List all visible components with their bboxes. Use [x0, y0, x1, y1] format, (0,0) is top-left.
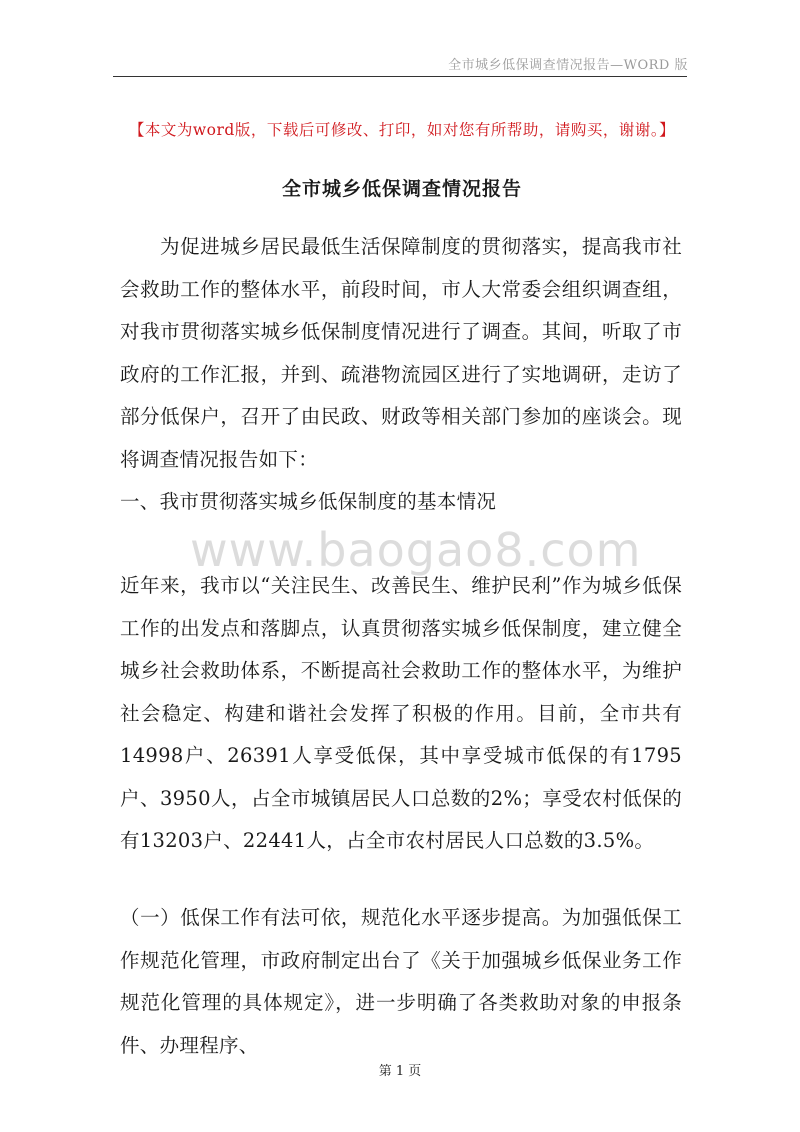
watermark: www.baogao8.com	[190, 523, 642, 577]
purchase-notice: 【本文为word版，下载后可修改、打印，如对您有所帮助，请购买，谢谢。】	[128, 121, 676, 139]
subsection-paragraph: （一）低保工作有法可依，规范化水平逐步提高。为加强低保工作规范化管理，市政府制定出台了《关于加强城乡低保业务工作规范化管理的具体规定》，进一步明确了各类救助对象的申报条件、办理程序、	[120, 906, 682, 1057]
section-heading: 一、我市贯彻落实城乡低保制度的基本情况	[120, 490, 497, 513]
header-divider	[113, 76, 687, 77]
document-title: 全市城乡低保调查情况报告	[281, 178, 522, 200]
running-header: 全市城乡低保调查情况报告—WORD 版	[448, 58, 688, 73]
intro-paragraph: 为促进城乡居民最低生活保障制度的贯彻落实，提高我市社会救助工作的整体水平，前段时间，市人大常委会组织调查组，对我市贯彻落实城乡低保制度情况进行了调查。其间，听取了市政府的工作汇报，并到、疏港物流园区进行了实地调研，走访了部分低保户，召开了由民政、财政等相关部门参加的座谈会。现将调查情况报告如下：	[120, 235, 682, 471]
page-number: 第 1 页	[378, 1064, 422, 1079]
overview-paragraph: 近年来，我市以“关注民生、改善民生、维护民利”作为城乡低保工作的出发点和落脚点，认真贯彻落实城乡低保制度，建立健全城乡社会救助体系，不断提高社会救助工作的整体水平，为维护社会稳定、构建和谐社会发挥了积极的作用。目前，全市共有14998户、26391人享受低保，其中享受城市低保的有1795户、3950人，占全市城镇居民人口总数的2%；享受农村低保的有13203户、22441人，占全市农村居民人口总数的3.5%。	[120, 574, 682, 852]
